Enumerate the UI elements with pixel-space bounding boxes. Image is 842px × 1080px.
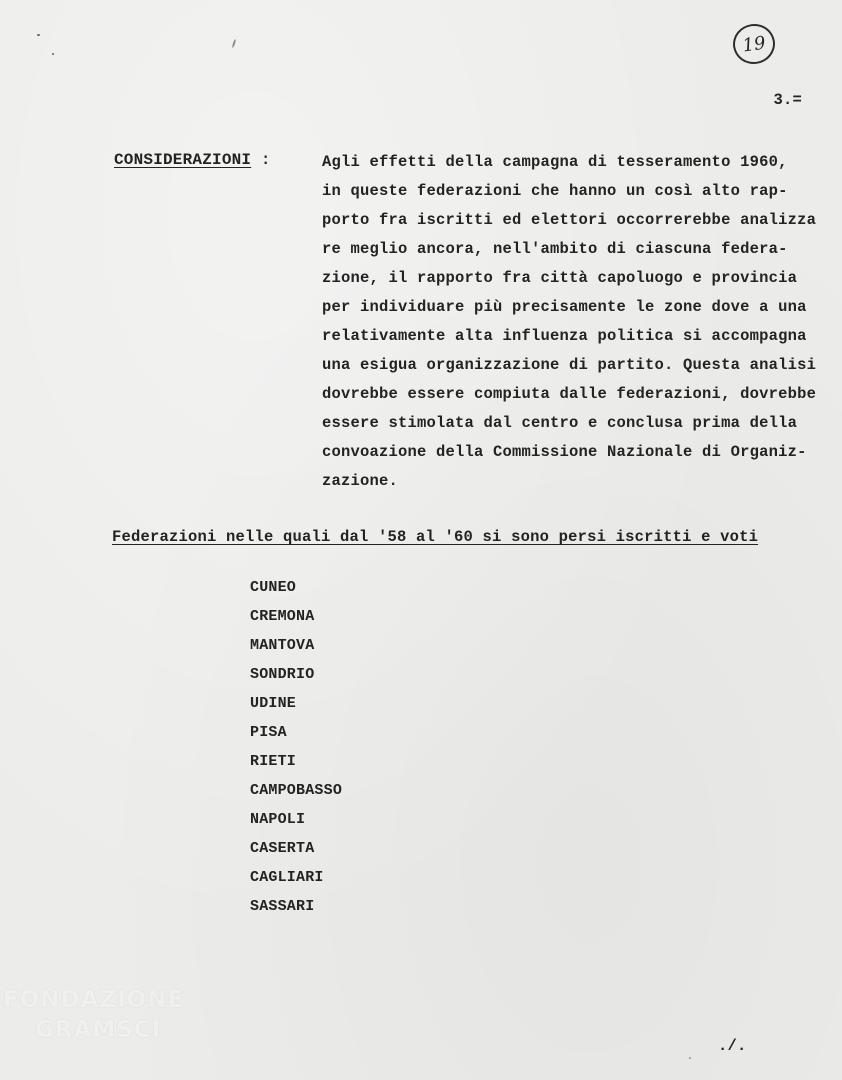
paragraph-line: relativamente alta influenza politica si accompagna	[322, 327, 807, 345]
handwritten-page-number: 19	[730, 21, 777, 66]
considerations-paragraph	[322, 148, 826, 496]
federation-item: SASSARI	[250, 898, 315, 915]
paragraph-line: in queste federazioni che hanno un così alto rap-	[322, 182, 788, 200]
paragraph-line: zazione.	[322, 472, 399, 490]
federation-item: PISA	[250, 724, 287, 741]
paragraph-line: porto fra iscritti ed elettori occorrerebbe analizza	[322, 211, 817, 229]
page-sequence-number: 3.=	[773, 91, 802, 109]
paper-speck	[37, 34, 40, 36]
federation-item: CAMPOBASSO	[250, 782, 343, 799]
paper-speck	[232, 39, 237, 48]
paragraph-line: una esigua organizzazione di partito. Questa analisi	[322, 356, 817, 374]
paper-speck	[689, 1057, 691, 1059]
federation-item: CAGLIARI	[250, 869, 324, 886]
federation-item: CUNEO	[250, 579, 297, 596]
watermark-line-1: FONDAZIONE	[3, 987, 185, 1013]
federations-heading: Federazioni nelle quali dal '58 al '60 si sono persi iscritti e voti	[112, 528, 759, 546]
federation-item: UDINE	[250, 695, 297, 712]
continuation-mark: ./.	[718, 1037, 747, 1055]
considerations-heading-colon: :	[261, 151, 271, 169]
paragraph-line: essere stimolata dal centro e conclusa prima della	[322, 414, 798, 432]
federation-item: SONDRIO	[250, 666, 315, 683]
federation-item: CREMONA	[250, 608, 315, 625]
considerations-heading: CONSIDERAZIONI	[114, 151, 252, 169]
paragraph-line: dovrebbe essere compiuta dalle federazioni, dovrebbe	[322, 385, 817, 403]
federation-item: CASERTA	[250, 840, 315, 857]
paragraph-line: convoazione della Commissione Nazionale di Organiz-	[322, 443, 807, 461]
archive-watermark	[3, 987, 208, 1065]
federation-item: RIETI	[250, 753, 297, 770]
watermark-line-2: GRAMSCI	[35, 1017, 162, 1043]
paragraph-line: zione, il rapporto fra città capoluogo e provincia	[322, 269, 798, 287]
federation-list	[250, 573, 342, 921]
paragraph-line: re meglio ancora, nell'ambito di ciascuna federa-	[322, 240, 788, 258]
federation-item: NAPOLI	[250, 811, 306, 828]
paper-speck	[52, 53, 54, 55]
paragraph-line: per individuare più precisamente le zone dove a una	[322, 298, 807, 316]
federation-item: MANTOVA	[250, 637, 315, 654]
paragraph-line: Agli effetti della campagna di tesseramento 1960,	[322, 153, 788, 171]
